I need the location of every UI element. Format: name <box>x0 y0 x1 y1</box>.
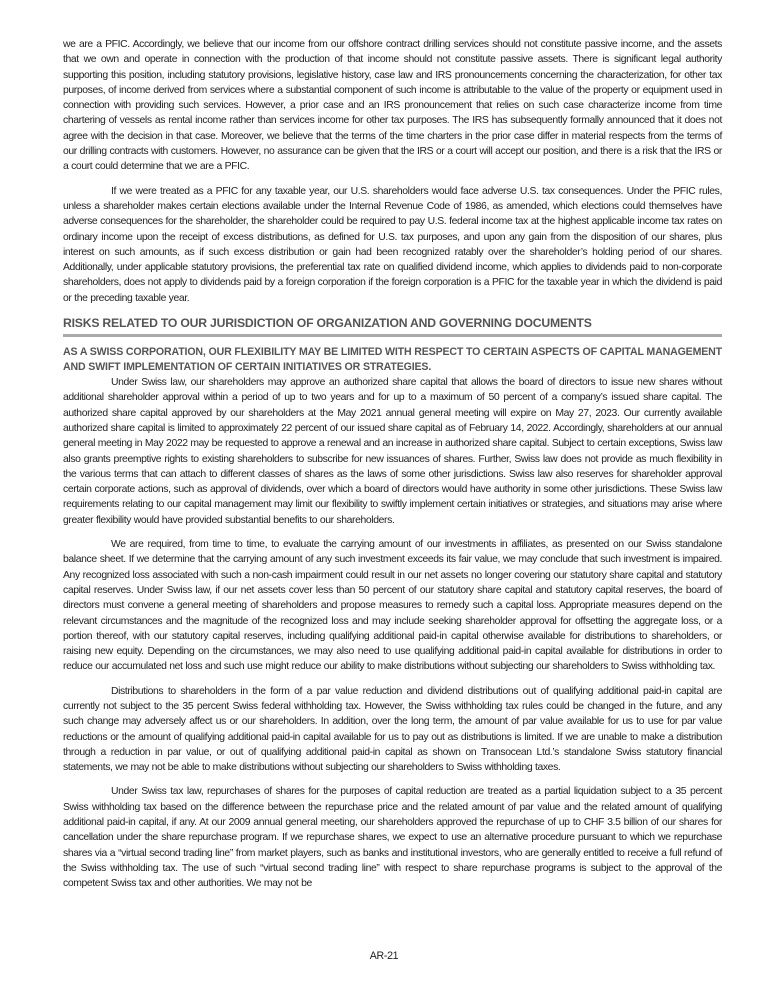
paragraph-pfic-continued: we are a PFIC. Accordingly, we believe that our income from our offshore contract drilling services should not constitute passive income, and the assets that we own and operate in connection with the production of that income should not constitute passive assets. There is significant legal authority supporting this position, including statutory provisions, legislative history, case law and IRS pronouncements concerning the characterization, for other tax purposes, of income derived from services where a substantial component of such income is attributable to the value of the property or equipment used in connection with providing such services. However, a prior case and an IRS pronouncement that relies on such case characterize income from time chartering of vessels as rental income rather than services income for other tax purposes. The IRS has subsequently formally announced that it does not agree with the decision in that case. Moreover, we believe that the terms of the time charters in the prior case differ in material respects from the terms of our drilling contracts with customers. However, no assurance can be given that the IRS or a court will accept our position, and there is a risk that the IRS or a court could determine that we are a PFIC. <box>63 39 722 173</box>
paragraph-distributions: Distributions to shareholders in the form of a par value reduction and dividend distributions out of qualifying additional paid-in capital are currently not subject to the 35 percent Swiss federal withholding tax. However, the Swiss withholding tax rules could be changed in the future, and any such change may adversely affect us or our shareholders. In addition, over the long term, the amount of par value available for us to use for par value reductions or the amount of qualifying additional paid-in capital available for us to pay out as distributions is limited. If we are unable to make a distribution through a reduction in par value, or out of qualifying additional paid-in capital as shown on Transocean Ltd.’s standalone Swiss statutory financial statements, we may not be able to make distributions without subjecting our shareholders to Swiss withholding taxes. <box>63 685 722 774</box>
paragraph-pfic-consequences: If we were treated as a PFIC for any taxable year, our U.S. shareholders would face adverse U.S. tax consequences. Under the PFIC rules, unless a shareholder makes certain elections available under the Internal Revenue Code of 1986, as amended, which elections could themselves have adverse consequences for the shareholder, the shareholder could be required to pay U.S. federal income tax at the highest applicable income tax rates on ordinary income upon the receipt of excess distributions, as defined for U.S. tax purposes, and upon any gain from the disposition of our shares, plus interest on such amounts, as if such excess distribution or gain had been recognized ratably over the shareholder’s holding period of our shares. Additionally, under applicable statutory provisions, the preferential tax rate on qualified dividend income, which applies to dividends paid to non-corporate shareholders, does not apply to dividends paid by a foreign corporation if the foreign corporation is a PFIC for the taxable year in which the dividend is paid or the preceding taxable year. <box>63 185 722 304</box>
risk-heading: AS A SWISS CORPORATION, OUR FLEXIBILITY MAY BE LIMITED WITH RESPECT TO CERTAIN ASPECTS OF CAPITAL MANAGEMENT AND SWIFT IMPLEMENTATION OF CERTAIN INITIATIVES OR STRATEGIES. <box>63 346 722 373</box>
paragraph-repurchases: Under Swiss tax law, repurchases of shares for the purposes of capital reduction are treated as a partial liquidation subject to a 35 percent Swiss withholding tax based on the difference between the repurchase price and the related amount of par value and the related amount of qualifying additional paid-in capital, if any. At our 2009 annual general meeting, our shareholders approved the repurchase of up to CHF 3.5 billion of our shares for cancellation under the share repurchase program. If we repurchase shares, we expect to use an alternative procedure pursuant to which we repurchase shares via a “virtual second trading line” from market players, such as banks and institutional investors, who are generally entitled to receive a full refund of the Swiss withholding tax. The use of such “virtual second trading line” with respect to share repurchase programs is subject to the approval of the competent Swiss tax and other authorities. We may not be <box>63 786 722 890</box>
section-heading: RISKS RELATED TO OUR JURISDICTION OF ORGANIZATION AND GOVERNING DOCUMENTS <box>63 316 592 331</box>
paragraph-authorized-capital: Under Swiss law, our shareholders may approve an authorized share capital that allows the board of directors to issue new shares without additional shareholder approval within a period of up to two years and for up to a maximum of 50 percent of a company’s issued share capital. The authorized share capital approved by our shareholders at the May 2021 annual general meeting will expire on May 27, 2023. Our currently available authorized share capital is limited to approximately 22 percent of our issued share capital as of February 14, 2022. Accordingly, shareholders at our annual general meeting in May 2022 may be requested to approve a renewal and an increase in authorized share capital. Subject to certain exceptions, Swiss law also grants preemptive rights to existing shareholders to subscribe for new issuances of shares. Further, Swiss law does not provide as much flexibility in the various terms that can attach to different classes of shares as the laws of some other jurisdictions. Swiss law also reserves for shareholder approval certain corporate actions, such as approval of dividends, over which a board of directors would have authority in some other jurisdictions. These Swiss law requirements relating to our capital management may limit our flexibility to swiftly implement certain initiatives or strategies, and situations may arise where greater flexibility would have provided substantial benefits to our shareholders. <box>63 377 722 526</box>
paragraph-impairment: We are required, from time to time, to evaluate the carrying amount of our investments in affiliates, as presented on our Swiss standalone balance sheet. If we determine that the carrying amount of any such investment exceeds its fair value, we may conclude that such investment is impaired. Any recognized loss associated with such a non-cash impairment could result in our net assets no longer covering our statutory share capital and statutory capital reserves. Under Swiss law, if our net assets cover less than 50 percent of our statutory share capital and statutory capital reserves, the board of directors must convene a general meeting of shareholders and propose measures to remedy such a capital loss. Appropriate measures depend on the relevant circumstances and the magnitude of the recognized loss and may include seeking shareholder approval for offsetting the aggregate loss, or a portion thereof, with our statutory capital reserves, including qualifying additional paid-in capital otherwise available for distributions to shareholders, or raising new equity. Depending on the circumstances, we may also need to use qualifying additional paid-in capital available for distributions in order to reduce our accumulated net loss and such use might reduce our ability to make distributions without subjecting our shareholders to Swiss withholding tax. <box>63 539 722 673</box>
section-divider <box>63 334 722 337</box>
document-page <box>63 37 722 901</box>
page-number: AR-21 <box>369 950 399 962</box>
